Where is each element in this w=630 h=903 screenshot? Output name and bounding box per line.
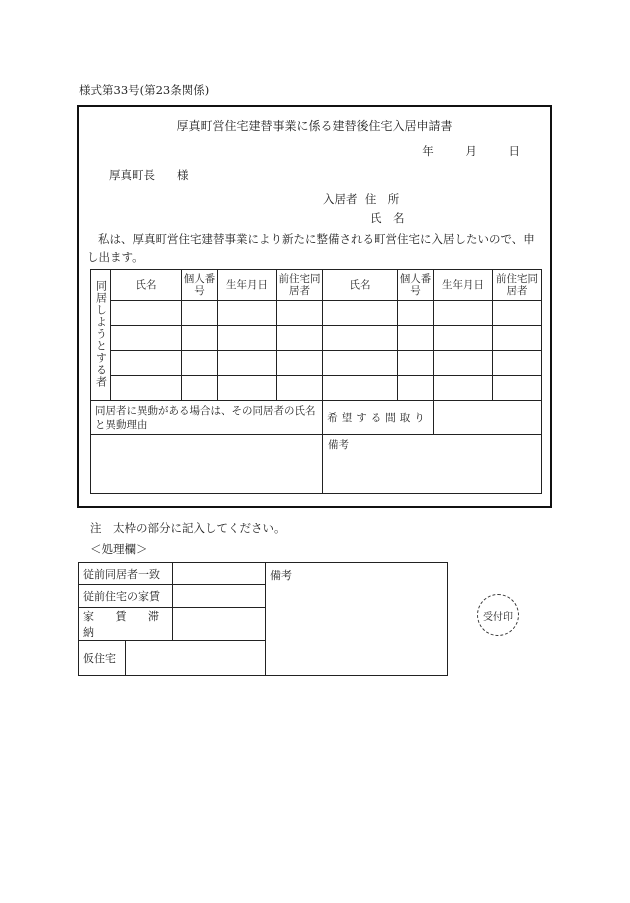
temp-housing-field[interactable]	[126, 641, 266, 676]
header-personal-number: 個人番号	[182, 270, 218, 301]
day-label: 日	[508, 144, 520, 158]
name-label: 氏 名	[370, 211, 405, 225]
desired-layout-label: 希望する間取り	[323, 401, 434, 435]
table-row	[91, 301, 542, 326]
resident-label: 入居者	[323, 192, 358, 206]
header-birthdate-2: 生年月日	[434, 270, 493, 301]
header-personal-number-2: 個人番号	[398, 270, 434, 301]
prev-rent-field[interactable]	[173, 585, 266, 608]
prev-rent-label: 従前住宅の家賃	[79, 585, 173, 608]
header-birthdate: 生年月日	[218, 270, 277, 301]
application-form-frame	[77, 105, 552, 508]
processing-remarks[interactable]	[266, 563, 448, 676]
processing-remarks-label: 備考	[270, 569, 292, 582]
prev-cohabitant-match-field[interactable]	[173, 563, 266, 585]
form-title: 厚真町営住宅建替事業に係る建替後住宅入居申請書	[176, 119, 453, 133]
remarks-field[interactable]	[323, 435, 542, 494]
year-label: 年	[422, 144, 434, 158]
form-id-label: 様式第33号(第23条関係)	[79, 83, 210, 97]
header-previous-cohabitant-2: 前住宅同居者	[493, 270, 542, 301]
header-name-2: 氏名	[323, 270, 398, 301]
instruction-note: 注 太枠の部分に記入してください。	[90, 521, 286, 535]
date-line	[394, 143, 520, 159]
temp-housing-label: 仮住宅	[79, 641, 126, 676]
desired-layout-field[interactable]	[434, 401, 542, 435]
table-row	[91, 376, 542, 401]
address-label: 住 所	[364, 192, 400, 206]
application-statement: 私は、厚真町営住宅建替事業により新たに整備される町営住宅に入居したいので、申し出ます。	[87, 232, 535, 264]
rent-arrears-label: 家 賃 滞 納	[79, 608, 173, 641]
addressee-name: 厚真町長	[109, 168, 155, 182]
cohabitants-table	[90, 269, 542, 494]
reception-stamp: 受付印	[477, 594, 519, 636]
prev-cohabitant-match-label: 従前同居者一致	[79, 563, 173, 585]
cohabitants-side-label: 同居しようとする者	[91, 270, 111, 401]
header-previous-cohabitant: 前住宅同居者	[277, 270, 323, 301]
table-row	[91, 351, 542, 376]
resident-block	[323, 190, 405, 228]
change-reason-field[interactable]	[91, 435, 323, 494]
remarks-label: 備考	[328, 439, 349, 451]
month-label: 月	[465, 144, 477, 158]
table-row	[91, 326, 542, 351]
header-name: 氏名	[111, 270, 182, 301]
processing-heading: ＜処理欄＞	[90, 542, 148, 556]
processing-table	[78, 562, 448, 676]
change-reason-label: 同居者に異動がある場合は、その同居者の氏名と異動理由	[91, 401, 323, 435]
rent-arrears-field[interactable]	[173, 608, 266, 641]
addressee	[109, 167, 189, 183]
honorific: 様	[177, 168, 189, 182]
